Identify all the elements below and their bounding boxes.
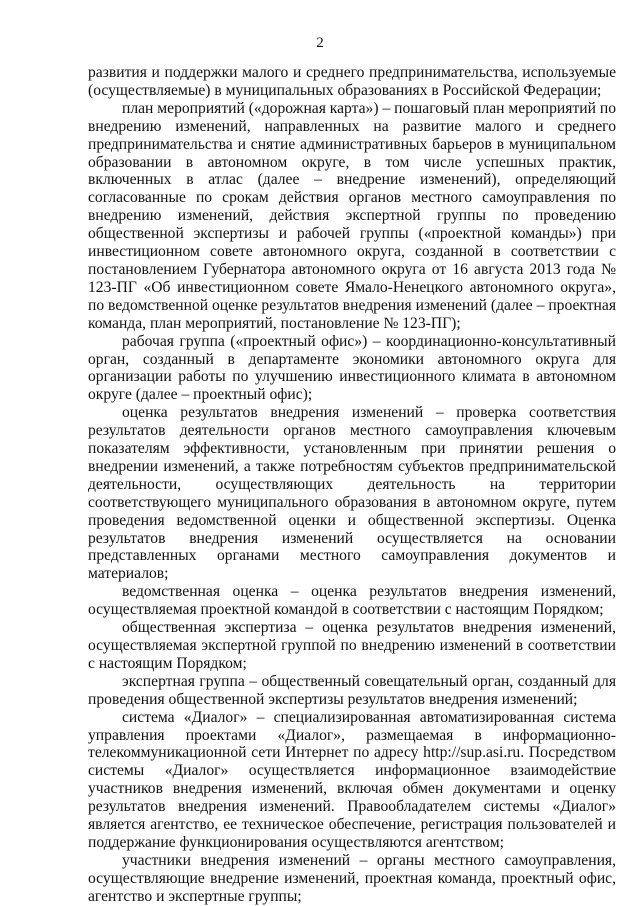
paragraph-expert-group-definition: экспертная группа – общественный совещательный орган, созданный для проведения общественной экспертизы результатов внедрения изменений;	[88, 672, 616, 708]
paragraph-evaluation-definition: оценка результатов внедрения изменений – проверка соответствия результатов деятельности органов местного самоуправления ключевым показателям эффективности, установленным при принятии решения о внедрении изменений, а также потребностям субъектов предпринимательской деятельности, осуществляющих деятельность на территории соответствующего муниципального образования в автономном округе, путем проведения ведомственной оценки и общественной экспертизы. Оценка результатов внедрения изменений осуществляется на основании представленных органами местного самоуправления документов и материалов;	[88, 404, 616, 583]
page-number: 2	[316, 35, 324, 51]
document-body	[88, 64, 616, 906]
paragraph-departmental-evaluation-definition: ведомственная оценка – оценка результатов внедрения изменений, осуществляемая проектной командой в соответствии с настоящим Порядком;	[88, 583, 616, 619]
paragraph-dialog-system-definition: система «Диалог» – специализированная автоматизированная система управления проектами «Диалог», размещаемая в информационно-телекоммуникационной сети Интернет по адресу http://sup.asi.ru. Посредством системы «Диалог» осуществляется информационное взаимодействие участников внедрения изменений, включая обмен документами и оценку результатов внедрения изменений. Правообладателем системы «Диалог» является агентство, ее техническое обеспечение, регистрация пользователей и поддержание функционирования осуществляются агентством;	[88, 708, 616, 851]
paragraph-continuation: развития и поддержки малого и среднего предпринимательства, используемые (осуществляемые) в муниципальных образованиях в Российской Федерации;	[88, 64, 616, 99]
paragraph-roadmap-definition: план мероприятий («дорожная карта») – пошаговый план мероприятий по внедрению изменений, направленных на развитие малого и среднего предпринимательства и снятие административных барьеров в муниципальном образовании в автономном округе, в том числе успешных практик, включенных в атлас (далее – внедрение изменений), определяющий согласованные по срокам действия органов местного самоуправления по внедрению изменений, действия экспертной группы по проведению общественной экспертизы и рабочей группы («проектной команды») при инвестиционном совете автономного округа, созданной в соответствии с постановлением Губернатора автономного округа от 16 августа 2013 года № 123-ПГ «Об инвестиционном совете Ямало-Ненецкого автономного округа», по ведомственной оценке результатов внедрения изменений (далее – проектная команда, план мероприятий, постановление № 123-ПГ);	[88, 99, 616, 332]
paragraph-participants-definition: участники внедрения изменений – органы местного самоуправления, осуществляющие внедрение изменений, проектная команда, проектный офис, агентство и экспертные группы;	[88, 851, 616, 905]
paragraph-project-office-definition: рабочая группа («проектный офис») – координационно-консультативный орган, созданный в департаменте экономики автономного округа для организации работы по улучшению инвестиционного климата в автономном округе (далее – проектный офис);	[88, 332, 616, 404]
paragraph-public-expertise-definition: общественная экспертиза – оценка результатов внедрения изменений, осуществляемая экспертной группой по внедрению изменений в соответствии с настоящим Порядком;	[88, 619, 616, 672]
